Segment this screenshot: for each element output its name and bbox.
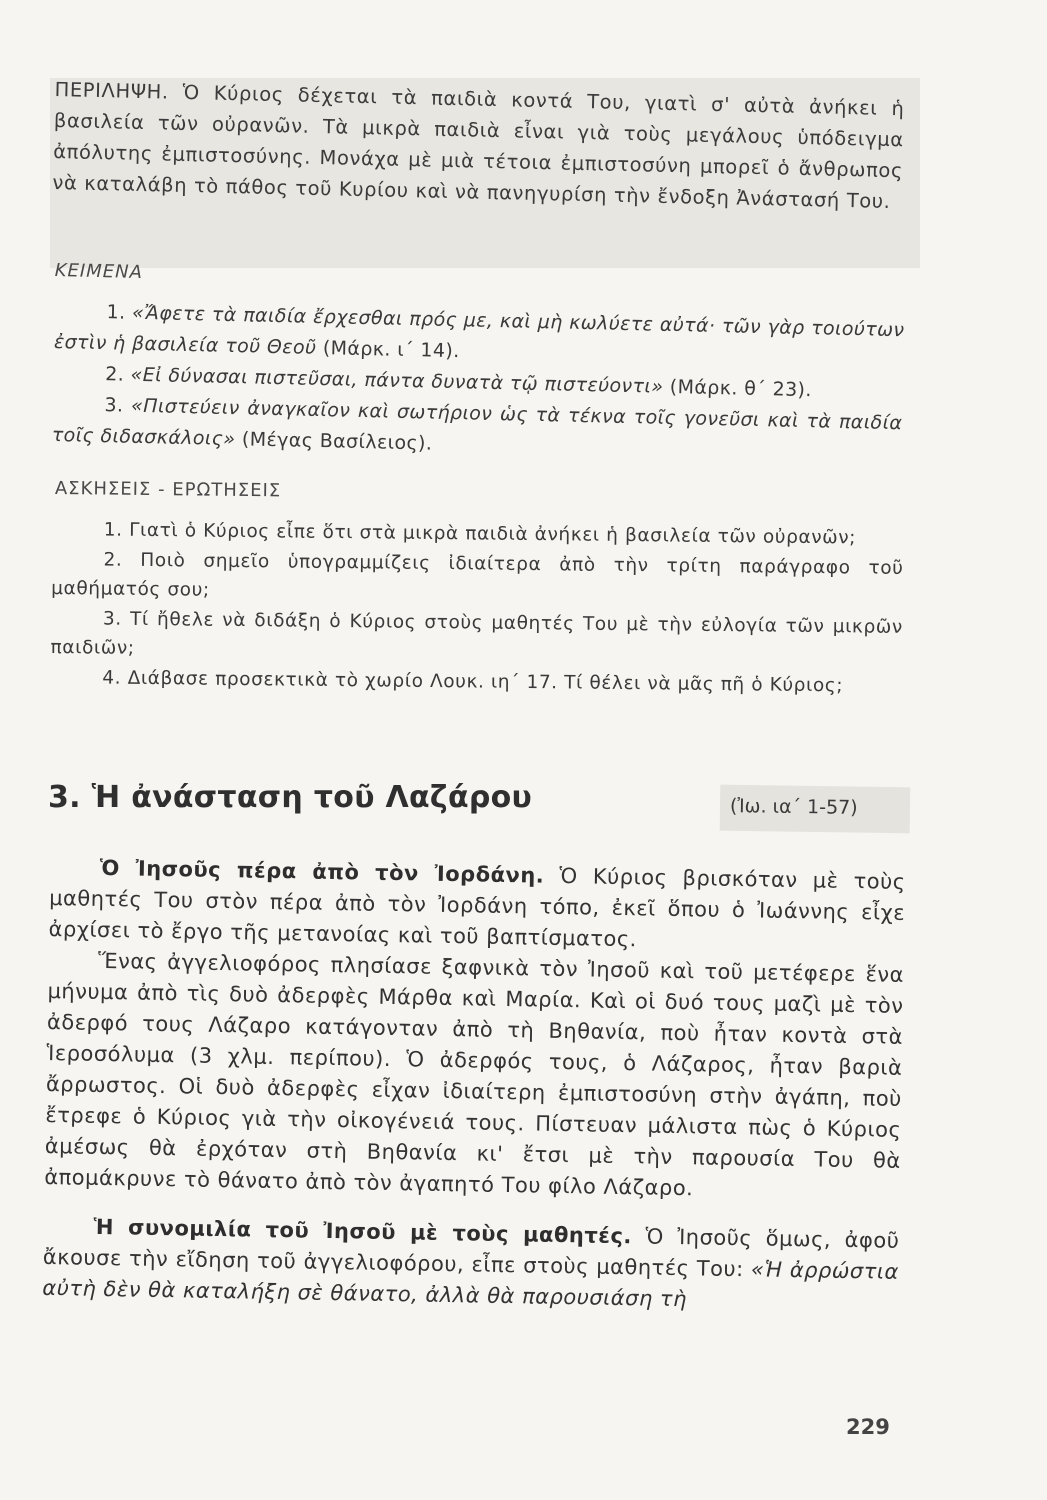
keimena-item-ref: (Μέγας Βασίλειος). — [241, 428, 433, 455]
chapter-reference: (Ἰω. ια΄ 1-57) — [729, 795, 858, 819]
keimena-list — [51, 296, 904, 470]
summary-paragraph — [52, 74, 905, 217]
keimena-item-number: 3. — [104, 394, 124, 417]
keimena-item-number: 2. — [104, 363, 125, 386]
keimena-item-ref: (Μάρκ. ι΄ 14). — [322, 337, 460, 363]
body-paragraph-1 — [48, 852, 905, 960]
body-paragraph-3 — [42, 1211, 899, 1319]
keimena-item-quote: «Εἰ δύνασαι πιστεῦσαι, πάντα δυνατὰ τῷ πιστεύοντι» — [130, 363, 664, 398]
keimena-item-ref: (Μάρκ. θ΄ 23). — [669, 375, 813, 402]
keimena-heading: ΚΕΙΜΕΝΑ — [54, 260, 144, 283]
askiseis-heading: ΑΣΚΗΣΕΙΣ - ΕΡΩΤΗΣΕΙΣ — [54, 478, 282, 502]
question-item-2: 2. Ποιὸ σημεῖο ὑπογραμμίζεις ἰδιαίτερα ἀπὸ τὴν τρίτη παράγραφο τοῦ μαθήματός σου; — [51, 549, 904, 601]
question-item-4: 4. Διάβασε προσεκτικὰ τὸ χωρίο Λουκ. ιη΄ 17. Τί θέλει νὰ μᾶς πῆ ὁ Κύριος; — [102, 667, 844, 696]
body-paragraph-2: Ἕνας ἀγγελιοφόρος πλησίασε ξαφνικὰ τὸν Ἰησοῦ καὶ τοῦ μετέφερε ἕνα μήνυμα ἀπὸ τὶς δυὸ ἀδερφὲς Μάρθα καὶ Μαρία. Καὶ οἱ δυό τους μαζὶ μὲ τὸν ἀδερφό τους Λάζαρο κατάγονταν ἀπὸ τὴ Βηθανία, ποὺ ἦταν κοντὰ στὰ Ἱεροσόλυμα (3 χλμ. περίπου). Ὁ ἀδερφός τους, ὁ Λάζαρος, ἦταν βαριὰ ἄρρωστος. Οἱ δυὸ ἀδερφὲς εἶχαν ἰδιαίτερη ἐμπιστοσύνη στὴν ἀγάπη, ποὺ ἔτρεφε ὁ Κύριος γιὰ τὴν οἰκογένειά τους. Πίστευαν μάλιστα πὼς ὁ Κύριος ἀμέσως θὰ ἐρχόταν στὴ Βηθανία κι' ἔτσι μὲ τὴν παρουσία Του θὰ ἀπομάκρυνε τὸ θάνατο ἀπὸ τὸν ἀγαπητό Του φίλο Λάζαρο. — [44, 948, 905, 1201]
paragraph-quote: «Ἡ ἀρρώστια αὐτὴ δὲν θὰ καταλήξη σὲ θάνατο, ἀλλὰ θὰ παρουσιάση τὴ — [42, 1257, 900, 1312]
chapter-title: 3. Ἡ ἀνάσταση τοῦ Λαζάρου — [48, 780, 533, 815]
question-item-1: 1. Γιατὶ ὁ Κύριος εἶπε ὅτι στὰ μικρὰ παιδιὰ ἀνήκει ἡ βασιλεία τῶν οὐρανῶν; — [103, 519, 857, 549]
paragraph-heading: Ἡ συνομιλία τοῦ Ἰησοῦ μὲ τοὺς μαθητές. — [93, 1214, 633, 1249]
keimena-item-quote: «Ἄφετε τὰ παιδία ἔρχεσθαι πρός με, καὶ μὴ κωλύετε αὐτά· τῶν γὰρ τοιούτων ἐστὶν ἡ βασιλεία τοῦ Θεοῦ — [53, 301, 905, 359]
question-item-3: 3. Τί ἤθελε νὰ διδάξη ὁ Κύριος στοὺς μαθητές Του μὲ τὴν εὐλογία τῶν μικρῶν παιδιῶν; — [50, 608, 903, 659]
summary-label: ΠΕΡΙΛΗΨΗ. — [54, 77, 169, 104]
paragraph-text: Ὁ Ἰησοῦς ὅμως, ἀφοῦ ἄκουσε τὴν εἴδηση τοῦ ἀγγελιοφόρου, εἶπε στοὺς μαθητές Του: — [42, 1224, 900, 1282]
paragraph-heading: Ὁ Ἰησοῦς πέρα ἀπὸ τὸν Ἰορδάνη. — [99, 855, 545, 888]
keimena-item-quote: «Πιστεύειν ἀναγκαῖον καὶ σωτήριον ὡς τὰ τέκνα τοῖς γονεῦσι καὶ τὰ παιδία τοῖς διδασκάλοις» — [51, 394, 903, 451]
chapter-body — [42, 852, 906, 1337]
page-number: 229 — [846, 1415, 890, 1439]
summary-text: Ὁ Κύριος δέχεται τὰ παιδιὰ κοντά Του, γιατὶ σ' αὐτὰ ἀνήκει ἡ βασιλεία τῶν οὐρανῶν. Τὰ μικρὰ παιδιὰ εἶναι γιὰ τοὺς μεγάλους ὑπόδειγμα ἀπόλυτης ἐμπιστοσύνης. Μονάχα μὲ μιὰ τέτοια ἐμπιστοσύνη μπορεῖ ὁ ἄνθρωπος νὰ καταλάβη τὸ πάθος τοῦ Κυρίου καὶ νὰ πανηγυρίση τὴν ἔνδοξη Ἀνάστασή Του. — [52, 80, 905, 213]
paragraph-text: Ὁ Κύριος βρισκόταν μὲ τοὺς μαθητές Του στὸν πέρα ἀπὸ τὸν Ἰορδάνη τόπο, ἐκεῖ ὅπου ὁ Ἰωάννης εἶχε ἀρχίσει τὸ ἔργο τῆς μετανοίας καὶ τοῦ βαπτίσματος. — [48, 863, 906, 952]
keimena-item-number: 1. — [106, 301, 126, 324]
askiseis-list — [50, 515, 904, 701]
